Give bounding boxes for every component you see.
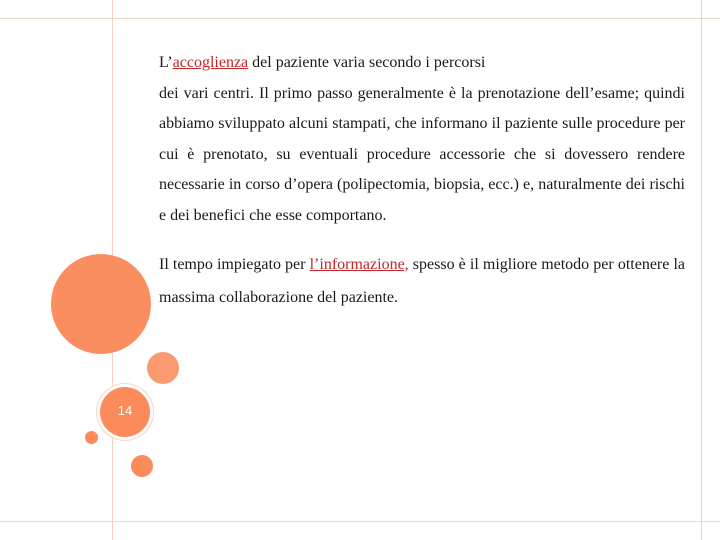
decorative-circle-large bbox=[51, 254, 151, 354]
paragraph1-prefix: L’ bbox=[159, 54, 173, 71]
frame-line-bottom bbox=[0, 521, 720, 522]
decorative-circle-small bbox=[147, 352, 179, 384]
highlight-informazione: l’informazione, bbox=[309, 255, 409, 273]
page-number-badge bbox=[97, 384, 153, 440]
highlight-accoglienza: accoglienza bbox=[172, 54, 249, 71]
decorative-circle-dot bbox=[85, 431, 98, 444]
paragraph-informazione bbox=[159, 248, 685, 314]
page-number: 14 bbox=[117, 403, 133, 418]
decorative-circle-lower bbox=[131, 455, 153, 477]
paragraph-first-line bbox=[159, 48, 685, 79]
frame-line-top bbox=[0, 18, 720, 19]
paragraph2-prefix: Il tempo impiegato per bbox=[159, 255, 310, 273]
paragraph-accoglienza bbox=[159, 48, 685, 232]
paragraph2-body: spesso è il migliore metodo per ottenere la massima collaborazione del paziente. bbox=[159, 255, 685, 306]
paragraph1-line1-rest: del paziente varia secondo i percorsi bbox=[248, 54, 486, 71]
slide-content bbox=[159, 48, 685, 314]
frame-line-right bbox=[701, 0, 702, 540]
paragraph1-body: dei vari centri. Il primo passo generalmente è la prenotazione dell’esame; quindi abbiamo sviluppato alcuni stampati, che informano il paziente sulle procedure per cui è prenotato, su eventuali procedure accessorie che si dovessero rendere necessarie in corso d’opera (polipectomia, biopsia, ecc.) e, naturalmente dei rischi e dei benefici che esse comportano. bbox=[159, 84, 685, 224]
